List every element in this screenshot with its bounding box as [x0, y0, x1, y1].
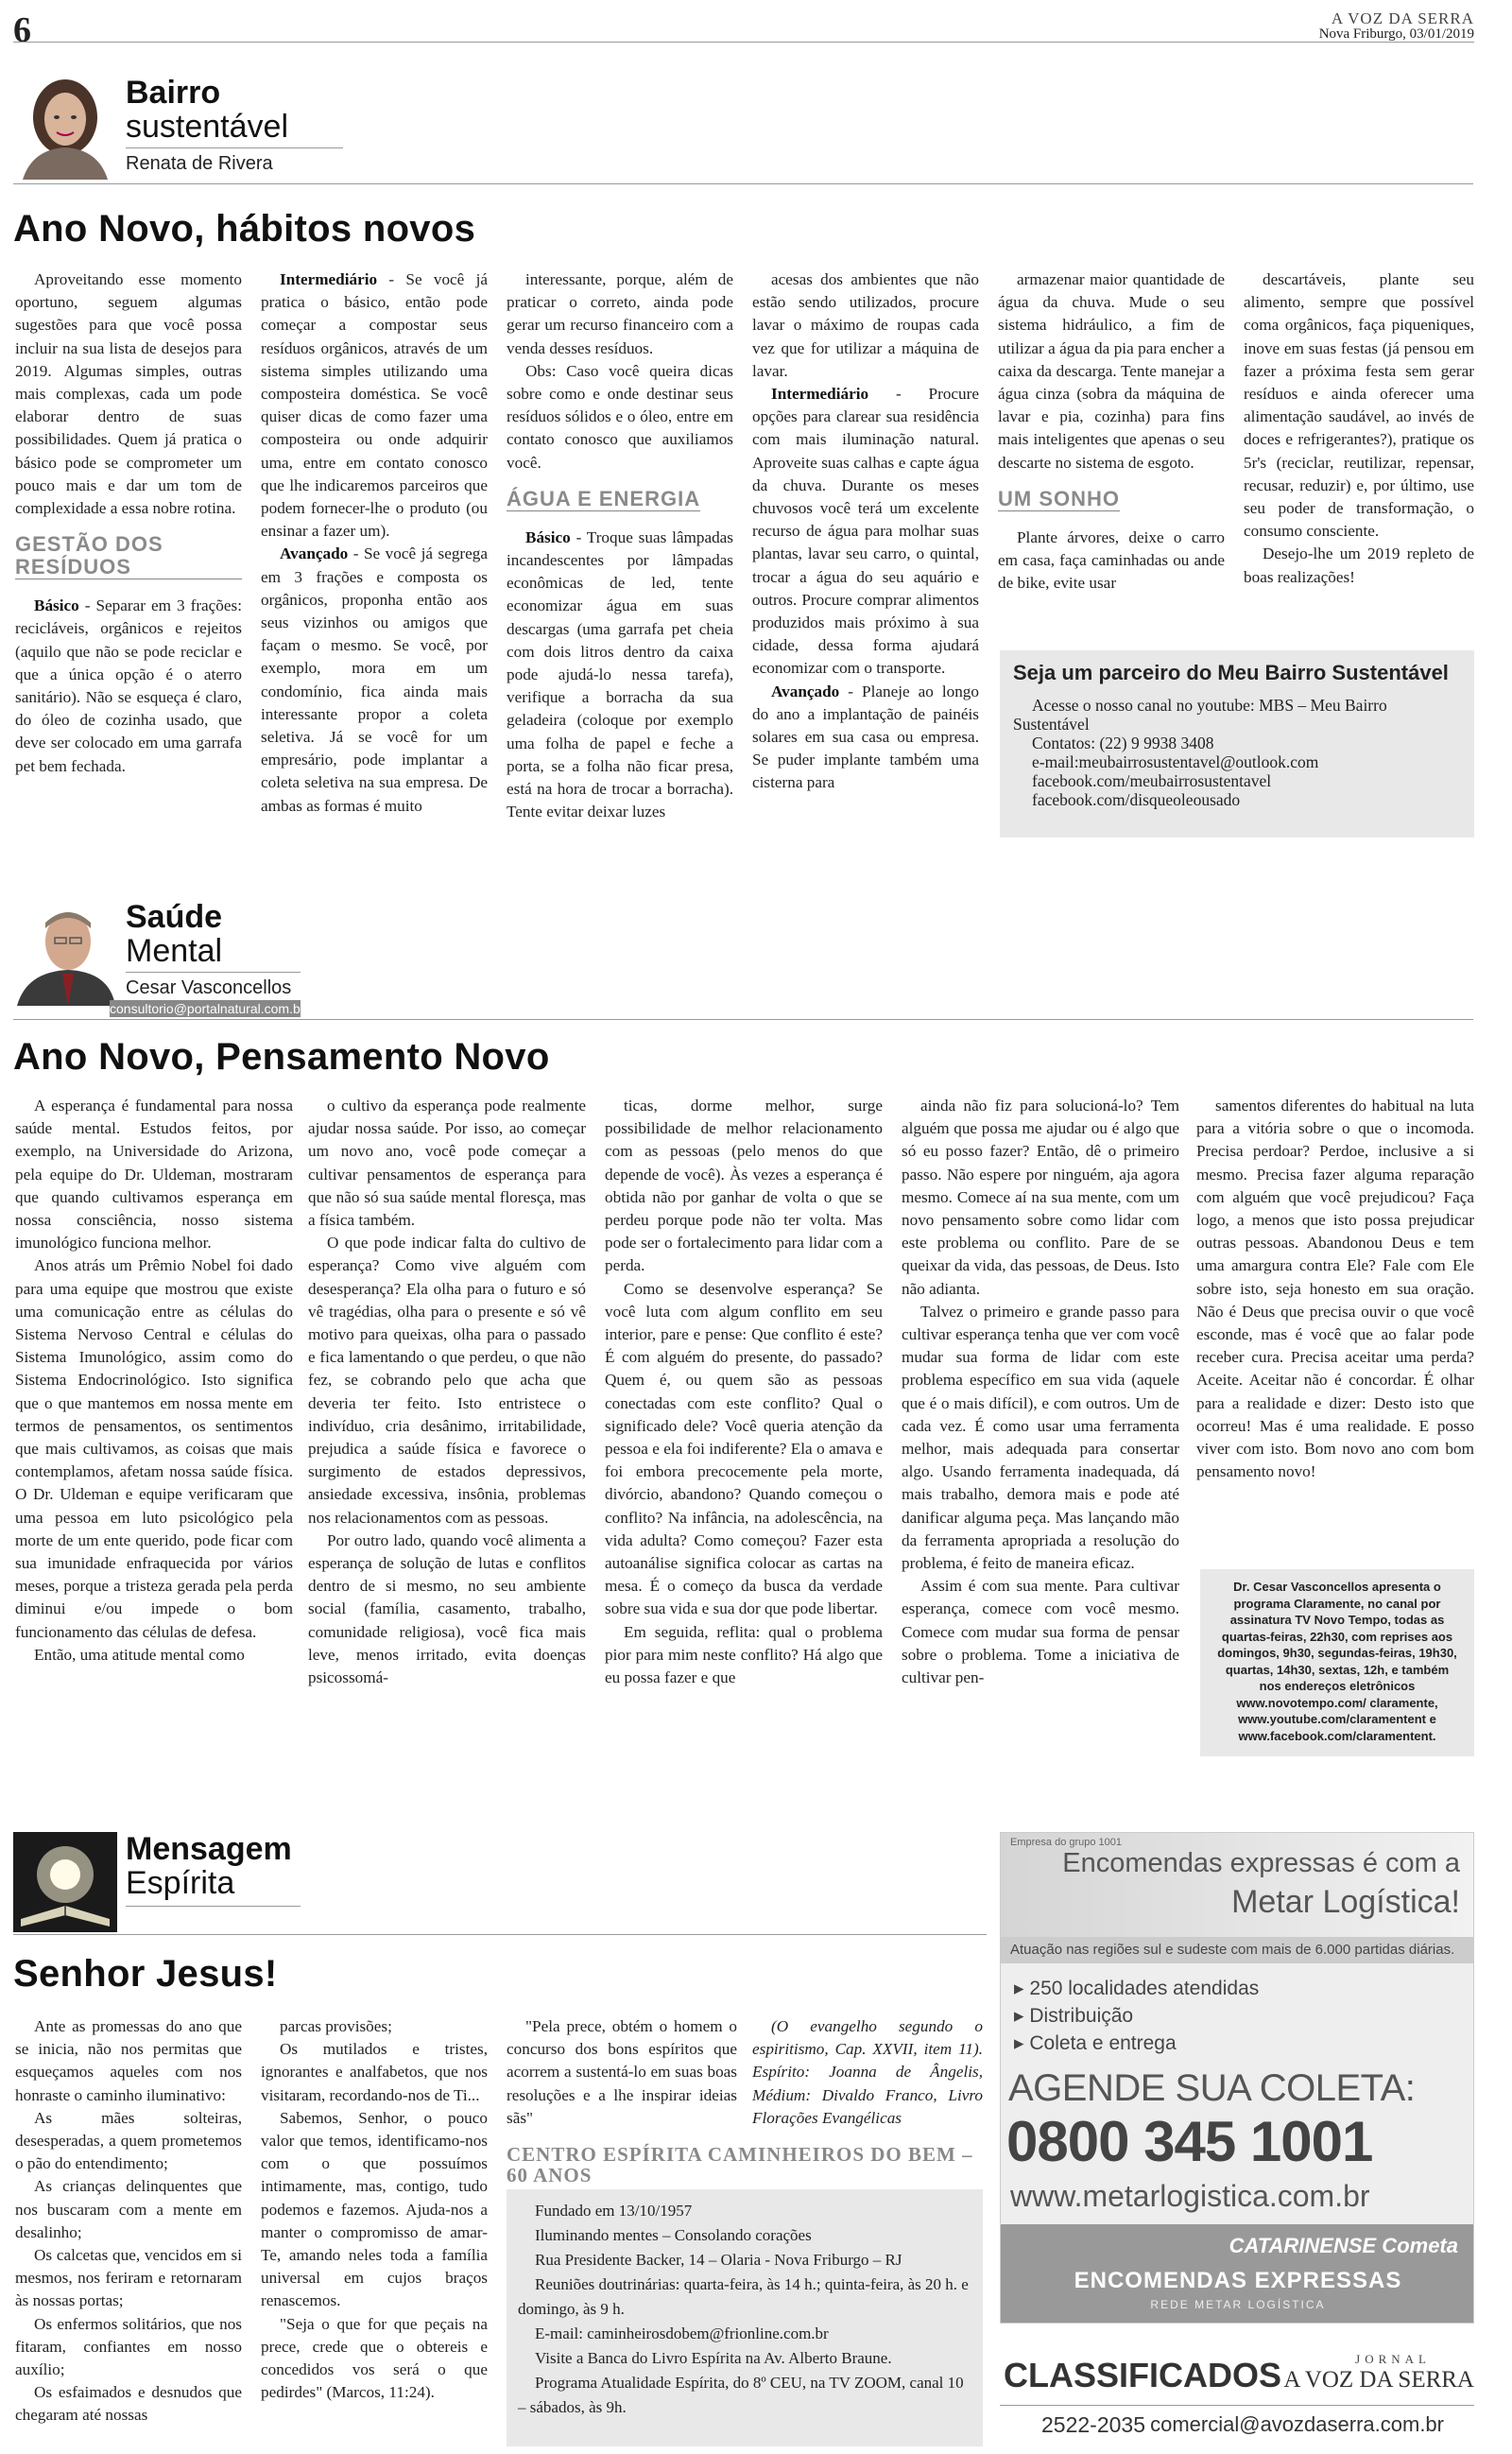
- ad-brand: CATARINENSE Cometa: [1228, 2234, 1458, 2257]
- paragraph: Talvez o primeiro e grande passo para cultivar esperança tenha que ver com você mudar sua forma de lidar com este problema específico em sua vida (aquele que é o mais difícil), e com outros. Um de cada vez. É como usar uma ferramenta melhor, mais adequada para consertar algo. Usando ferramenta inadequada, dá mais trabalho, demora mais e pode até danificar alguma peça. Mas lançando mão da ferramenta apropriada a resolução do problema, é feito de maneira eficaz.: [902, 1302, 1179, 1573]
- paragraph: "Seja o que for que peçais na prece, crede que o obtereis e concedidos vos será o que pedirdes" (Marcos, 11:24).: [261, 2314, 488, 2402]
- paragraph: o cultivo da esperança pode realmente ajudar nossa saúde. Por isso, ao começar um novo ano, você pode começar a cultivar pensamentos de esperança para que não só sua saúde mental floresça, mas a física também.: [308, 1097, 586, 1230]
- section-rule: [13, 1019, 1473, 1020]
- s1-column-4: [752, 268, 979, 836]
- paragraph: (O evangelho segundo o espiritismo, Cap. XXVII, item 11). Espírito: Joanna de Ângelis, Médium: Divaldo Franco, Livro Florações Evangélicas: [752, 2017, 983, 2127]
- program-info-box: Dr. Cesar Vasconcellos apresenta o programa Claramente, no canal por assinatura TV Novo Tempo, todas as quartas-feiras, 22h30, com reprises aos domingos, 9h30, segundas-feiras, 19h30, quartas, 14h30, sextas, 12h, e também nos endereços eletrônicos www.novotempo.com/ claramente, www.youtube.com/claramentent e www.facebook.com/claramentent.: [1200, 1569, 1474, 1756]
- paragraph: Assim é com sua mente. Para cultivar esperança, comece com você mesmo. Comece com mudar sua forma de pensar sobre o problema. Tome a iniciativa de cultivar pen-: [902, 1577, 1179, 1687]
- paragraph: Desejo-lhe um 2019 repleto de boas realizações!: [1244, 544, 1474, 586]
- partner-box-line: facebook.com/disqueoleousado: [1032, 790, 1241, 809]
- ad-headline-2: Metar Logística!: [1231, 1884, 1460, 1920]
- author-name: Renata de Rivera: [126, 153, 273, 174]
- column-subtitle-sustentavel: sustentável: [126, 109, 288, 145]
- ad-cta: AGENDE SUA COLETA:: [1008, 2067, 1416, 2109]
- ad-tag: Empresa do grupo 1001: [1010, 1837, 1123, 1848]
- partner-box-line: Acesse o nosso canal no youtube: MBS – Meu Bairro Sustentável: [1013, 696, 1387, 734]
- paragraph: descartáveis, plante seu alimento, sempre que possível coma orgânicos, faça piqueniques, inove em suas festas (já pensou em fazer a próxima festa sem gerar resíduos e ainda oferecer uma alimentação saudável, ao invés de doces e refrigerantes?), pratique os 5r's (reciclar, reutilizar, repensar, recusar, reduzir) e, por último, use seu poder de transformação, o consumo consciente.: [1244, 270, 1474, 541]
- center-info-box: [507, 2189, 983, 2446]
- ad-footer-band: [1001, 2224, 1474, 2324]
- partner-box-title: Seja um parceiro do Meu Bairro Sustentável: [1013, 661, 1449, 684]
- paragraph: Em seguida, reflita: qual o problema pior para mim neste conflito? Há algo que eu possa fazer e que: [605, 1622, 883, 1687]
- classificados-phone[interactable]: 2522-2035: [1041, 2412, 1145, 2437]
- ad-phone[interactable]: 0800 345 1001: [1006, 2110, 1373, 2173]
- s3-column-4: [752, 2015, 983, 2138]
- paper-dateline: Nova Friburgo, 03/01/2019: [1318, 26, 1474, 42]
- paragraph: - Separar em 3 frações: recicláveis, orgânicos e rejeitos (aquilo que não se pode reciclar e que a única opção é o aterro sanitário). Não se esqueça é claro, do óleo de cozinha usado, que deve ser colocado em uma garrafa pet bem fechada.: [15, 596, 242, 775]
- page-number: 6: [13, 10, 31, 50]
- paragraph: - Troque suas lâmpadas incandescentes por lâmpadas econômicas de led, tente economizar água em suas descargas (uma garrafa pet cheia com dois litros dentro da caixa pode ajudá-lo nessa tarefa), verifique a borracha da sua geladeira (coloque por exemplo uma folha de papel e feche a porta, se a folha não ficar presa, está na hora de trocar a borracha). Tente evitar deixar luzes: [507, 527, 733, 821]
- section-rule: [13, 1934, 987, 1935]
- subhead-um-sonho: [998, 488, 1225, 511]
- classificados-title: CLASSIFICADOS: [1004, 2356, 1282, 2394]
- center-line: Iluminando mentes – Consolando corações: [535, 2226, 812, 2244]
- lead-basico: Básico: [525, 527, 571, 546]
- paper-header: [1319, 11, 1474, 42]
- paragraph: Obs: Caso você queira dicas sobre como e onde destinar seus resíduos sólidos e o óleo, entre em contato conosco que auxiliamos você.: [507, 361, 733, 472]
- paragraph: Plante árvores, deixe o carro em casa, faça caminhadas ou ande de bike, evite usar: [998, 527, 1225, 593]
- ad-bullet: [1014, 2030, 1259, 2057]
- column-title-saude: Saúde: [126, 899, 223, 935]
- ad-bullet-text: 250 localidades atendidas: [1029, 1978, 1260, 1999]
- paragraph: interessante, porque, além de praticar o correto, ainda pode gerar um recurso financeiro com a venda desses resíduos.: [507, 270, 733, 357]
- paragraph: "Pela prece, obtém o homem o concurso dos bons espíritos que acorrem a sustentá-lo em suas boas resoluções e a lhe inspirar ideias sãs": [507, 2017, 737, 2127]
- s2-column-5: [1196, 1095, 1474, 1539]
- paragraph: armazenar maior quantidade de água da chuva. Mude o seu sistema hidráulico, a fim de utilizar a água da pia para encher a caixa da descarga. Tente manejar a água cinza (sobra da máquina de lavar e pia, cozinha) para fins mais inteligentes que apenas o seu descarte no sistema de esgoto.: [998, 270, 1225, 472]
- paragraph: As crianças delinquentes que nos buscaram com a mente em desalinho;: [15, 2177, 242, 2241]
- paragraph: Aproveitando esse momento oportuno, seguem algumas sugestões para que você possa incluir na sua lista de desejos para 2019. Algumas simples, outras mais complexas, cada um pode elaborar dentro de suas possibilidades. Quem já pratica o básico pode se comprometer um pouco mais e dar um tom de complexidade a essa nobre rotina.: [15, 270, 242, 518]
- section-rule: [13, 183, 1473, 184]
- subhead-text: ÁGUA E ENERGIA: [507, 486, 701, 510]
- paragraph: Os esfaimados e desnudos que chegaram até nossas: [15, 2383, 242, 2425]
- ad-url[interactable]: www.metarlogistica.com.br: [1010, 2179, 1370, 2213]
- s2-column-1: [15, 1095, 293, 1756]
- paragraph: Como se desenvolve esperança? Se você luta com algum conflito em seu interior, pare e pense: Que conflito é este? É com alguém do presente, do passado? Quem é, ou quem são as pessoas conectadas com este conflito? Qual o significado dele? Você queria atenção da pessoa e ela foi indiferente? Ela o amava e foi embora precocemente pela morte, divórcio, abandono? Quando começou o conflito? Na infância, na adolescência, na vida adulta? Como começou? Fazer esta autoanálise significa colocar as cartas na mesa. É o começo da busca da verdade sobre sua vida e sua dor que pode libertar.: [605, 1279, 883, 1618]
- classificados-rule: [1000, 2405, 1474, 2406]
- s2-column-3: [605, 1095, 883, 1756]
- center-line: Fundado em 13/10/1957: [535, 2202, 693, 2220]
- lead-avancado: Avançado: [280, 544, 349, 563]
- author-photo-cesar: [13, 900, 117, 1006]
- classificados-paper: A VOZ DA SERRA: [1283, 2367, 1474, 2393]
- paragraph: A esperança é fundamental para nossa saúde mental. Estudos feitos, por exemplo, na Universidade do Arizona, pela equipe do Dr. Uldeman, mostraram que quando cultivamos esperança em nossa consciência, nosso sistema imunológico funciona melhor.: [15, 1097, 293, 1253]
- center-line: Rua Presidente Backer, 14 – Olaria - Nova Friburgo – RJ: [535, 2251, 902, 2269]
- paragraph: ainda não fiz para solucioná-lo? Tem alguém que possa me ajudar ou é algo que só eu posso fazer? Então, dê o primeiro passo. Não espere por ninguém, aja agora mesmo. Comece aí na sua mente, com um novo pensamento sobre como lidar com este problema ou conflito. Pare de se queixar da vida, das pessoas, de Deus. Isto não adianta.: [902, 1097, 1179, 1298]
- classificados-jornal: JORNAL: [1355, 2352, 1431, 2366]
- paragraph: - Se você já segrega em 3 frações e composta os orgânicos, proponha então aos seus vizinhos ou amigos que façam o mesmo. Se você, por exemplo, mora em um condomínio, fica ainda mais interessante propor a coleta seletiva. Já se você for um empresário, pode implantar a coleta seletiva na sua empresa. De ambas as formas é muito: [261, 544, 488, 815]
- ad-headline-1: Encomendas expressas é com a: [1062, 1848, 1460, 1878]
- ad-subline: Atuação nas regiões sul e sudeste com mais de 6.000 partidas diárias.: [1001, 1937, 1474, 1963]
- s1-column-5: [998, 268, 1225, 647]
- center-line: Programa Atualidade Espírita, do 8º CEU, na TV ZOOM, canal 10 – sábados, às 9h.: [518, 2374, 964, 2416]
- s2-column-2: [308, 1095, 586, 1756]
- s1-column-6: [1244, 268, 1474, 647]
- ad-bullet-text: Distribuição: [1029, 2005, 1134, 2027]
- headline-ano-novo-habitos: Ano Novo, hábitos novos: [13, 208, 476, 250]
- partner-box-line: e-mail:meubairrosustentavel@outlook.com: [1032, 752, 1319, 771]
- column-rule: [126, 147, 343, 148]
- paragraph: samentos diferentes do habitual na luta para a vitória sobre o que o incomoda. Precisa perdoar? Perdoe, inclusive a si mesmo. Precisa fazer alguma reparação com alguém que você prejudicou? Faça logo, a menos que isto possa prejudicar outras pessoas. Abandonou Deus e tem uma amargura contra Ele? Fale com Ele sobre isto, seja honesto em sua oração. Não é Deus que precisa ouvir o que você esconde, mas é você que ao falar pode receber cura. Precisa aceitar uma perda? Aceite. Aceitar não é concordar. É olhar para a realidade e dizer: Desto isto que ocorreu! Mas é uma realidade. E posso viver com isto. Bom novo ano com bom pensamento novo!: [1196, 1097, 1474, 1481]
- lead-basico: Básico: [34, 596, 79, 615]
- paragraph: Anos atrás um Prêmio Nobel foi dado para uma equipe que mostrou que existe uma comunicação entre as células do Sistema Nervoso Central e células do Sistema Imunológico, assim como do Sistema Endocrinológico. Isto significa que o que mantemos em nossa mente em termos de pensamentos, os sentimentos que mais cultivamos, as coisas que mais contemplamos, afetam nossa saúde física. O Dr. Uldeman e equipe verificaram que uma pessoa em luto psicológico pela morte de um ente querido, pode ficar com sua imunidade enfraquecida por vários meses, porque a tristeza gerada pela perda diminui e/ou impede o bom funcionamento das células de defesa.: [15, 1256, 293, 1641]
- s1-column-3: [507, 268, 733, 836]
- book-image: [13, 1832, 117, 1932]
- paragraph: O que pode indicar falta do cultivo de esperança? Como vive alguém com desesperança? Ela olha para o futuro e só vê tragédias, olha para o presente e só vê motivo para queixas, olha para o passado e fica lamentando o que perdeu, o que não fez, se cobrando pelo que acha que deveria ter feito. Isto entristece o indivíduo, cria desânimo, irritabilidade, prejudica a saúde física e favorece o surgimento de estados depressivos, ansiedade excessiva, insônia, problemas nos relacionamentos com as pessoas.: [308, 1234, 586, 1527]
- paragraph: Por outro lado, quando você alimenta a esperança de solução de lutas e conflitos dentro de si mesmo, no seu ambiente social (família, casamento, trabalho, comunidade religiosa), você fica mais leve, menos irritado, evita doenças psicossomá-: [308, 1530, 586, 1687]
- subhead-text: GESTÃO DOS RESÍDUOS: [15, 533, 242, 579]
- ad-band-text: ENCOMENDAS EXPRESSAS: [1074, 2268, 1402, 2293]
- s1-column-2: [261, 268, 488, 836]
- lead-intermediario: Intermediário: [771, 385, 869, 404]
- paragraph: - Se você já pratica o básico, então pode começar a compostar seus resíduos orgânicos, através de um sistema simples utilizando uma composteira doméstica. Se você quiser dicas de como fazer uma composteira ou onde adquirir uma, entre em contato conosco que lhe indicaremos parceiros que podem fornecer-lhe o produto (ou ensinar a fazer um).: [261, 270, 488, 541]
- paragraph: - Procure opções para clarear sua residência com mais iluminação natural. Aproveite suas calhas e capte água da chuva. Durante os meses chuvosos você terá um excelente recurso de água para molhar suas plantas, lavar seu carro, o quintal, trocar a água do seu aquário e outros. Procure comprar alimentos produzidos mais próximo à sua cidade, dessa forma ajudará economizar com o transporte.: [752, 385, 979, 678]
- author-photo-renata: [13, 70, 117, 180]
- column-subtitle-mental: Mental: [126, 933, 223, 969]
- s2-column-4: [902, 1095, 1179, 1756]
- paragraph: ticas, dorme melhor, surge possibilidade de melhor relacionamento com as pessoas (pelo menos do que depende de você). Às vezes a esperança é obtida não por ganhar de volta o que se perdeu porque pode não ter volta. Mas pode ser o fortalecimento para lidar com a perda.: [605, 1097, 883, 1275]
- ad-bullet-text: Coleta e entrega: [1029, 2032, 1177, 2054]
- paragraph: As mães solteiras, desesperadas, a quem prometemos o pão do entendimento;: [15, 2108, 242, 2173]
- subhead-agua-energia: [507, 488, 733, 511]
- column-rule: [126, 972, 301, 973]
- subhead-gestao-residuos: [15, 533, 242, 579]
- headline-senhor-jesus: Senhor Jesus!: [13, 1953, 278, 1995]
- ad-metar-logistica[interactable]: [1000, 1832, 1474, 2324]
- s3-column-1: [15, 2015, 242, 2452]
- center-title: CENTRO ESPÍRITA CAMINHEIROS DO BEM – 60 ANOS: [507, 2143, 973, 2186]
- center-line: E-mail: caminheirosdobem@frionline.com.br: [535, 2324, 829, 2342]
- paragraph: Os mutilados e tristes, ignorantes e analfabetos, que nos visitaram, recordando-nos de Ti...: [261, 2040, 488, 2104]
- paragraph: Ante as promessas do ano que se inicia, não nos permitas que esqueçamos aqueles com nos honraste o caminho iluminativo:: [15, 2017, 242, 2104]
- column-subtitle-espirita: Espírita: [126, 1865, 235, 1901]
- ad-classificados[interactable]: [1000, 2348, 1474, 2450]
- s3-column-2: [261, 2015, 488, 2452]
- s3-column-3: [507, 2015, 737, 2138]
- lead-intermediario: Intermediário: [280, 270, 378, 288]
- top-rule: [13, 42, 1474, 43]
- author-name: Cesar Vasconcellos: [126, 977, 292, 998]
- ad-bullets: [1014, 1975, 1259, 2057]
- partner-box-line: facebook.com/meubairrosustentavel: [1032, 771, 1272, 790]
- column-title-bairro: Bairro: [126, 75, 221, 111]
- s1-column-1: [15, 268, 242, 836]
- partner-box-line: Contatos: (22) 9 9938 3408: [1032, 734, 1214, 752]
- bullet-icon: ▸: [1014, 2032, 1030, 2054]
- lead-avancado: Avançado: [771, 682, 840, 700]
- ad-band-subtext: REDE METAR LOGÍSTICA: [1150, 2298, 1326, 2311]
- paragraph: Sabemos, Senhor, o pouco valor que temos, identificamo-nos com o que possuímos intimamente, mas, contigo, tudo podemos e fazemos. Ajuda-nos a manter o compromisso de amar-Te, amando neles toda a família universal em cujos braços renascemos.: [261, 2108, 488, 2310]
- bullet-icon: ▸: [1014, 2005, 1030, 2027]
- paragraph: - Planeje ao longo do ano a implantação de painéis solares em sua casa ou empresa. Se puder implante também uma cisterna para: [752, 682, 979, 792]
- ad-bullet: [1014, 2002, 1259, 2030]
- author-email: consultorio@portalnatural.com.br: [110, 1001, 305, 1016]
- paper-name: A VOZ DA SERRA: [1331, 9, 1474, 27]
- paragraph: Os calcetas que, vencidos em si mesmos, nos feriram e retornaram às nossas portas;: [15, 2246, 242, 2310]
- center-line: Visite a Banca do Livro Espírita na Av. Alberto Braune.: [535, 2349, 892, 2367]
- classificados-email[interactable]: comercial@avozdaserra.com.br: [1150, 2412, 1444, 2436]
- column-title-mensagem: Mensagem: [126, 1831, 292, 1867]
- paragraph: parcas provisões;: [280, 2017, 392, 2035]
- paragraph: Os enfermos solitários, que nos fitaram, confiantes em nosso auxílio;: [15, 2314, 242, 2379]
- paragraph: acesas dos ambientes que não estão sendo utilizados, procure lavar o máximo de roupas cada vez que for utilizar a máquina de lavar.: [752, 270, 979, 380]
- center-line: Reuniões doutrinárias: quarta-feira, às 14 h.; quinta-feira, às 20 h. e domingo, às 9 h.: [518, 2275, 969, 2318]
- headline-ano-novo-pensamento: Ano Novo, Pensamento Novo: [13, 1036, 550, 1078]
- column-rule: [126, 1906, 301, 1907]
- ad-bullet: [1014, 1975, 1259, 2002]
- partner-box: [1000, 650, 1474, 838]
- subhead-text: UM SONHO: [998, 486, 1120, 510]
- bullet-icon: ▸: [1014, 1978, 1030, 1999]
- paragraph: Então, uma atitude mental como: [34, 1645, 245, 1664]
